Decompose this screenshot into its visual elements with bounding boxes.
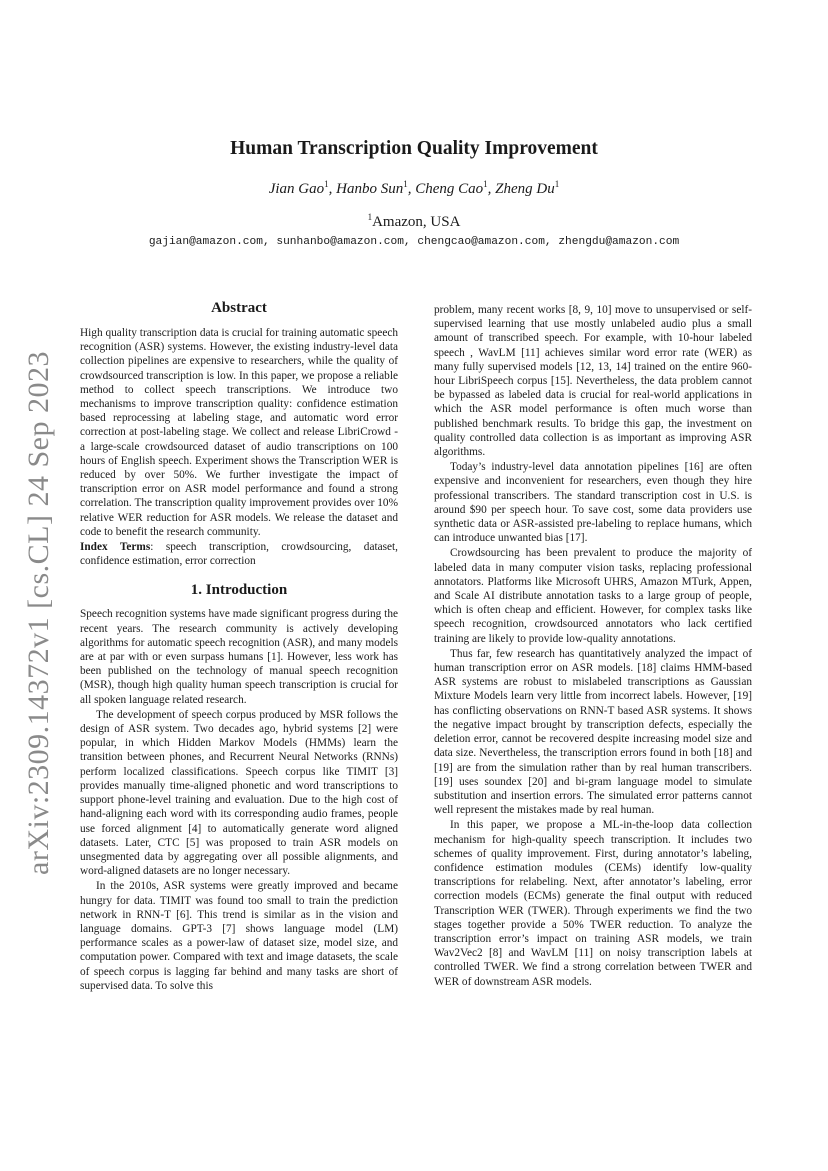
author-name: Hanbo Sun bbox=[336, 181, 404, 197]
author-name: Jian Gao bbox=[268, 181, 325, 197]
author-name: Zheng Du bbox=[495, 181, 555, 197]
left-column bbox=[80, 298, 398, 993]
author-list: Jian Gao$^1$, Hanbo Sun$^1$, Cheng Cao$^1$, Zheng Du$^1$ bbox=[268, 179, 560, 197]
paragraph: Today’s industry-level data annotation pipelines [16] are often expensive and inconvenient for researchers, even though they hire professional transcribers. The standard transcription cost in U.S. is around $90 per speech hour. To save cost, some data providers use synthetic data or ASR-assisted pre-labeling to replace humans, which can introduce unwanted bias [17]. bbox=[434, 461, 752, 545]
abstract-text: High quality transcription data is crucial for training automatic speech recognition (ASR) systems. However, the existing industry-level data collection pipelines are expensive to researchers, while the quality of crowdsourced transcription is low. In this paper, we propose a reliable method to collect speech transcriptions. We introduce two mechanisms to improve transcription quality: confidence estimation based reprocessing at labeling stage, and automatic word error correction at post-labeling stage. We collect and release LibriCrowd - a large-scale crowdsourced dataset of audio transcriptions on 100 hours of English speech. Experiment shows the Transcription WER is reduced by over 50%. We further investigate the impact of transcription error on ASR model performance and found a strong correlation. The transcription quality improvement provides over 10% relative WER reduction for ASR models. We release the dataset and code to benefit the research community. bbox=[80, 327, 398, 538]
paragraph: Crowdsourcing has been prevalent to produce the majority of labeled data in many computer vision tasks, replacing professional annotators. Platforms like Microsoft UHRS, Amazon MTurk, Appen, and Scale AI distribute annotation tasks to a large group of people, which is often cheap and efficient. However, for complex tasks like speech recognition, crowdsourced annotators who lack certified training are likely to provide low-quality annotations. bbox=[434, 547, 752, 645]
affiliation bbox=[0, 212, 828, 231]
introduction-heading: 1. Introduction bbox=[190, 582, 288, 599]
author-name: Cheng Cao bbox=[415, 181, 484, 197]
author-affiliation-mark: 1 bbox=[324, 179, 329, 189]
author-affiliation-mark: 1 bbox=[403, 179, 408, 189]
right-column bbox=[434, 303, 752, 989]
index-terms-label: Index Terms bbox=[80, 541, 151, 554]
paper-title: Human Transcription Quality Improvement bbox=[230, 138, 598, 159]
affiliation-mark: 1 bbox=[367, 212, 373, 222]
abstract-heading: Abstract bbox=[211, 300, 267, 316]
index-terms-text: : speech transcription, crowdsourcing, dataset, confidence estimation, error correction bbox=[80, 541, 398, 568]
paragraph: The development of speech corpus produced by MSR follows the design of ASR system. Two decades ago, hybrid systems [2] were popular, in which Hidden Markov Models (HMMs) learn the transition between phones, and Recurrent Neural Networks (RNNs) perform localized classifications. Speech corpus like TIMIT [3] provides manually time-aligned phonetic and word transcriptions to support phone-level training and evaluation. Due to the high cost of hand-aligning each word with its corresponding audio frames, people use forced alignment [4] to automatically generate word aligned datasets. Later, CTC [5] was proposed to train ASR models on unsegmented data by aggregating over all possible alignments, and word-aligned datasets are no longer necessary. bbox=[80, 708, 398, 878]
paragraph: problem, many recent works [8, 9, 10] move to unsupervised or self-supervised learning that use mostly unlabeled audio plus a small amount of transcribed speech. For example, with 10-hour labeled speech , WavLM [11] achieves similar word error rate (WER) as many fully supervised models [12, 13, 14] trained on the entire 960-hour LibriSpeech corpus [15]. Nevertheless, the data problem cannot be bypassed as labeled data is crucial for real-world applications in which the ASR model performance is often much worse than published benchmark results. To bridge this gap, the investment on quality controlled data collection is as important as improving ASR algorithms. bbox=[434, 304, 752, 459]
author-affiliation-mark: 1 bbox=[554, 179, 560, 189]
paragraph: In the 2010s, ASR systems were greatly improved and became hungry for data. TIMIT was found too small to train the prediction network in RNN-T [6]. This trend is similar as in the vision and language domains. GPT-3 [7] shows language model (LM) performance scales as a power-law of dataset size, model size, and computation power. Compared with text and image datasets, the scale of speech corpus is lagging far behind and many tasks are short of supervised data. To solve this bbox=[80, 880, 398, 992]
arxiv-identifier: arXiv:2309.14372v1 [cs.CL] 24 Sep 2023 bbox=[22, 351, 56, 875]
author-emails: gajian@amazon.com, sunhanbo@amazon.com, chengcao@amazon.com, zhengdu@amazon.com bbox=[148, 236, 680, 248]
paragraph: Speech recognition systems have made significant progress during the recent years. The research community is actively developing algorithms for automatic speech recognition (ASR), and many models are at par with or even surpass humans [1]. However, less work has been published on the technology of manual speech recognition (MSR), though high quality human speech transcription is crucial for all spoken language related research. bbox=[80, 608, 398, 706]
affiliation-name: Amazon, USA bbox=[372, 214, 461, 230]
paragraph: In this paper, we propose a ML-in-the-loop data collection mechanism for high-quality speech transcription. It includes two schemes of quality improvement. First, during annotator’s labeling, confidence estimation modules (CEMs) identify low-quality transcriptions for relabeling. Next, after annotator’s labeling, error correction models (ECMs) generate the final output with reduced Transcription WER (TWER). Through experiments we find the two stages together provide a 50% TWER reduction. To analyze the transcription error’s impact on training ASR models, we train Wav2Vec2 [8] and WavLM [11] on noisy transcription labels at controlled TWER. We find a strong correlation between TWER and WER of downstream ASR models. bbox=[434, 819, 752, 988]
arxiv-identifier-stamp bbox=[10, 351, 68, 875]
index-terms bbox=[80, 540, 398, 568]
paragraph: Thus far, few research has quantitatively analyzed the impact of human transcription error on ASR models. [18] claims HMM-based ASR systems are robust to mislabeled transcriptions as Gaussian Mixture Models learn very little from incorrect labels. However, [19] has conflicting observations on RNN-T based ASR systems. It shows the negative impact brought by transcription defects, especially the deletion error, cannot be recovered despite increasing model size and data size. Nevertheless, the transcription errors found in both [18] and [19] are from the simulation rather than by real human transcribers. [19] uses soundex [20] and bi-gram language model to simulate substitution and insertion errors. The simulated error patterns cannot well represent the mistakes made by real human. bbox=[434, 647, 752, 817]
author-affiliation-mark: 1 bbox=[483, 179, 488, 189]
